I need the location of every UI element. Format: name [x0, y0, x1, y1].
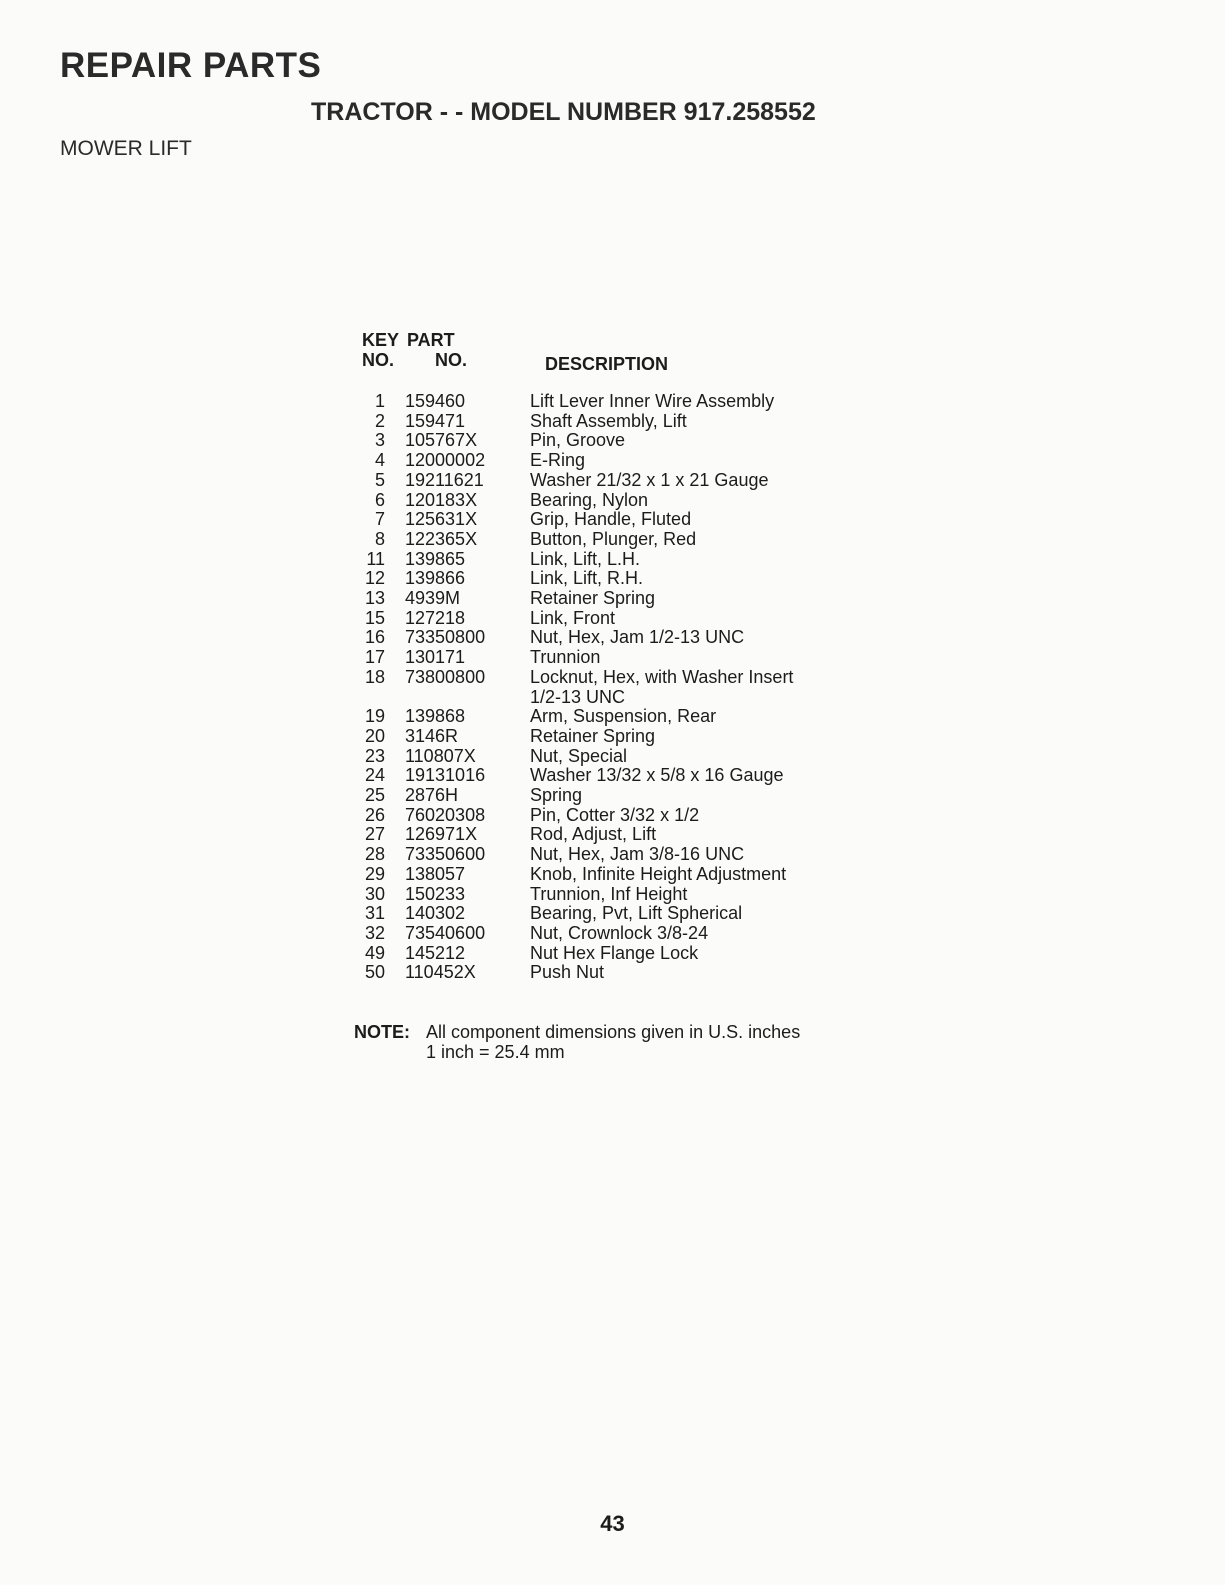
- part-header-line1: PART: [407, 330, 455, 350]
- key-cell: 6: [374, 489, 385, 510]
- key-cell: 15: [364, 607, 385, 628]
- description-cell: Washer 13/32 x 5/8 x 16 Gauge: [530, 765, 784, 786]
- table-row: [355, 766, 855, 786]
- table-row: [355, 589, 855, 609]
- description-cell: Link, Lift, L.H.: [530, 548, 641, 569]
- part-number-cell: 19211621: [405, 469, 484, 490]
- key-cell: 1: [374, 391, 385, 411]
- part-number-cell: 159460: [405, 391, 466, 411]
- part-number-cell: 73800800: [405, 666, 486, 687]
- part-number-cell: 139868: [405, 706, 466, 727]
- table-row: [355, 885, 855, 905]
- table-header: [355, 330, 855, 392]
- description-cell: Nut, Crownlock 3/8-24: [530, 922, 709, 943]
- description-cell: Nut, Hex, Jam 3/8-16 UNC: [530, 844, 745, 865]
- key-header-line2: NO.: [362, 350, 395, 370]
- key-cell: 26: [364, 804, 385, 825]
- description-cell: Grip, Handle, Fluted: [530, 509, 692, 530]
- table-row: [355, 431, 855, 451]
- key-cell: 25: [364, 785, 385, 806]
- key-cell: 49: [364, 942, 385, 963]
- key-header-line1: KEY: [362, 330, 400, 350]
- description-cell: Arm, Suspension, Rear: [530, 706, 717, 727]
- key-cell: 7: [374, 509, 385, 530]
- note-text: All component dimensions given in U.S. inches 1 inch = 25.4 mm: [426, 1022, 801, 1062]
- description-cell: Nut, Special: [530, 745, 628, 766]
- description-cell: Nut, Hex, Jam 1/2-13 UNC: [530, 627, 745, 648]
- part-number-cell: 139866: [405, 568, 466, 589]
- part-header-line2: NO.: [435, 350, 468, 370]
- description-cell: Trunnion: [530, 647, 601, 668]
- table-row: [355, 412, 855, 432]
- description-cell: Rod, Adjust, Lift: [530, 824, 657, 845]
- table-row: [355, 904, 855, 924]
- description-cell: Nut Hex Flange Lock: [530, 942, 699, 963]
- key-cell: 20: [364, 725, 385, 746]
- description-cell: Pin, Groove: [530, 430, 626, 451]
- table-row: [355, 510, 855, 530]
- part-number-cell: 19131016: [405, 765, 486, 786]
- table-row: [355, 530, 855, 550]
- part-number-cell: 125631X: [405, 509, 478, 530]
- description-cell: Spring: [530, 785, 583, 806]
- table-row: [355, 727, 855, 747]
- table-row: [355, 825, 855, 845]
- table-row: [355, 963, 855, 983]
- part-number-cell: 126971X: [405, 824, 478, 845]
- description-cell: Pin, Cotter 3/32 x 1/2: [530, 804, 700, 825]
- part-number-cell: 130171: [405, 647, 466, 668]
- key-cell: 30: [364, 883, 385, 904]
- part-number-cell: 73350800: [405, 627, 486, 648]
- page-number: 43: [600, 1511, 625, 1536]
- key-cell: 27: [364, 824, 385, 845]
- description-cell: Washer 21/32 x 1 x 21 Gauge: [530, 469, 769, 490]
- description-cell: Link, Lift, R.H.: [530, 568, 644, 589]
- description-cell: Button, Plunger, Red: [530, 528, 697, 549]
- key-cell: 31: [364, 903, 385, 924]
- note: [354, 1022, 800, 1062]
- key-cell: 3: [374, 430, 385, 451]
- key-cell: 23: [364, 745, 385, 766]
- table-row: [355, 924, 855, 944]
- description-cell: Shaft Assembly, Lift: [530, 410, 687, 431]
- key-cell: 19: [364, 706, 385, 727]
- description-cell: Knob, Infinite Height Adjustment: [530, 863, 787, 884]
- table-row: [355, 550, 855, 570]
- table-row: [355, 865, 855, 885]
- parts-rows: [355, 392, 855, 983]
- table-row: [355, 845, 855, 865]
- description-cell: Retainer Spring: [530, 725, 656, 746]
- table-row: [355, 668, 855, 707]
- part-number-cell: 2876H: [405, 785, 459, 806]
- part-number-cell: 4939M: [405, 588, 461, 609]
- part-number-cell: 138057: [405, 863, 466, 884]
- key-cell: 50: [364, 962, 385, 983]
- description-header: DESCRIPTION: [545, 354, 669, 374]
- part-number-cell: 150233: [405, 883, 466, 904]
- table-row: [355, 609, 855, 629]
- part-number-cell: 110452X: [405, 962, 476, 983]
- key-cell: 18: [364, 666, 385, 687]
- table-row: [355, 569, 855, 589]
- part-number-cell: 127218: [405, 607, 466, 628]
- table-row: [355, 628, 855, 648]
- table-row: [355, 451, 855, 471]
- description-cell: Trunnion, Inf Height: [530, 883, 688, 904]
- table-row: [355, 648, 855, 668]
- key-cell: 4: [374, 450, 385, 471]
- description-cell: Link, Front: [530, 607, 616, 628]
- description-cell: Bearing, Pvt, Lift Spherical: [530, 903, 743, 924]
- table-row: [355, 747, 855, 767]
- description-cell: Locknut, Hex, with Washer Insert 1/2-13 UNC: [530, 666, 794, 707]
- table-row: [355, 392, 855, 412]
- note-label: NOTE:: [354, 1022, 410, 1042]
- key-cell: 12: [364, 568, 385, 589]
- part-number-cell: 110807X: [405, 745, 476, 766]
- part-number-cell: 12000002: [405, 450, 486, 471]
- key-cell: 5: [374, 469, 385, 490]
- part-number-cell: 76020308: [405, 804, 486, 825]
- table-row: [355, 471, 855, 491]
- part-number-cell: 140302: [405, 903, 466, 924]
- key-cell: 29: [364, 863, 385, 884]
- part-number-cell: 3146R: [405, 725, 459, 746]
- model-subtitle: TRACTOR - - MODEL NUMBER 917.258552: [311, 98, 816, 126]
- section-title: MOWER LIFT: [60, 137, 192, 160]
- description-cell: Retainer Spring: [530, 588, 656, 609]
- key-cell: 32: [364, 922, 385, 943]
- key-cell: 8: [374, 528, 385, 549]
- key-cell: 28: [364, 844, 385, 865]
- description-cell: Bearing, Nylon: [530, 489, 649, 510]
- table-row: [355, 944, 855, 964]
- key-cell: 2: [374, 410, 385, 431]
- key-cell: 13: [364, 588, 385, 609]
- key-cell: 11: [366, 548, 385, 569]
- key-cell: 16: [364, 627, 385, 648]
- key-cell: 24: [364, 765, 385, 786]
- part-number-cell: 145212: [405, 942, 466, 963]
- part-number-cell: 105767X: [405, 430, 478, 451]
- part-number-cell: 73540600: [405, 922, 486, 943]
- part-number-cell: 159471: [405, 410, 466, 431]
- parts-table: [355, 330, 855, 983]
- description-cell: Lift Lever Inner Wire Assembly: [530, 391, 775, 411]
- table-row: [355, 707, 855, 727]
- part-number-cell: 139865: [405, 548, 466, 569]
- page-heading: REPAIR PARTS: [60, 46, 322, 85]
- key-cell: 17: [364, 647, 385, 668]
- description-cell: E-Ring: [530, 450, 586, 471]
- part-number-cell: 120183X: [405, 489, 478, 510]
- table-row: [355, 806, 855, 826]
- part-number-cell: 122365X: [405, 528, 478, 549]
- table-row: [355, 786, 855, 806]
- description-cell: Push Nut: [530, 962, 605, 983]
- part-number-cell: 73350600: [405, 844, 486, 865]
- table-row: [355, 491, 855, 511]
